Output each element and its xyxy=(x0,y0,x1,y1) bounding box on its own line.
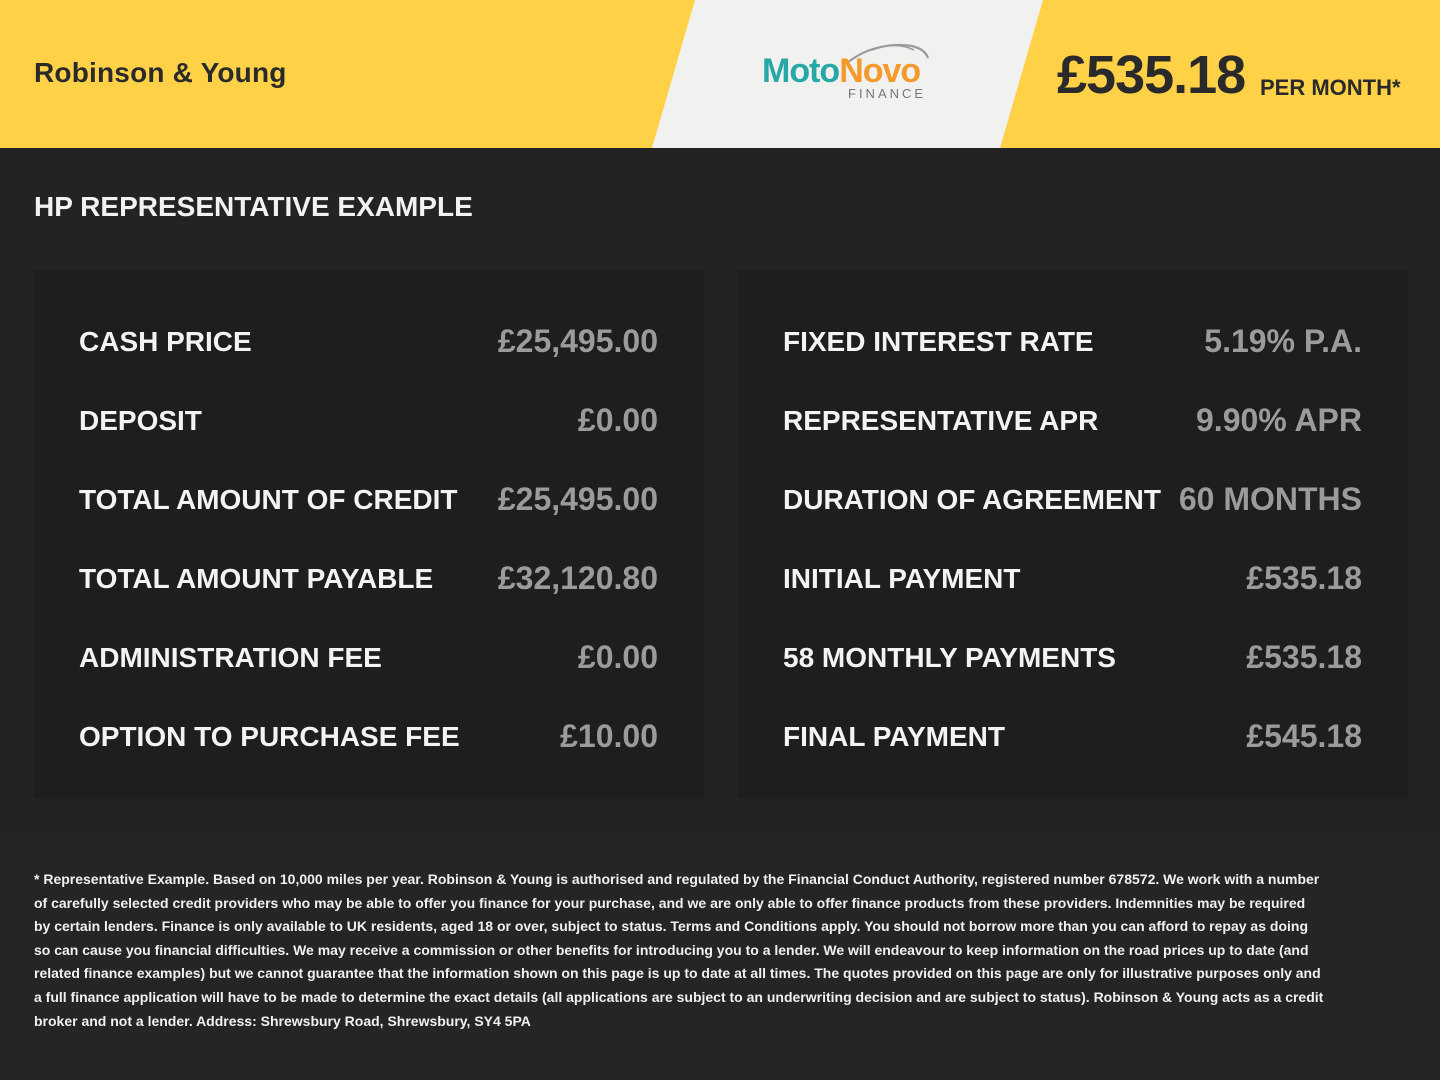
section-title: HP REPRESENTATIVE EXAMPLE xyxy=(34,191,473,222)
finance-row xyxy=(79,323,658,366)
disclaimer-text: * Representative Example. Based on 10,000 miles per year. Robinson & Young is authorised and regulated by the Financial Conduct Authority, registered number 678572. We work with a number of carefully selected credit providers who may be able to offer you finance for your purchase, and we are only able to offer finance products from these providers. Indemnities may be required by certain lenders. Finance is only available to UK residents, aged 18 or over, subject to status. Terms and Conditions apply. You should not borrow more than you can afford to repay as doing so can cause you financial difficulties. We may receive a commission or other benefits for introducing you to a lender. We will endeavour to keep information on the road prices up to date (and related finance examples) but we cannot guarantee that the information shown on this page is up to date at all times. The quotes provided on this page are only for illustrative purposes only and a full finance application will have to be made to determine the exact details (all applications are subject to an underwriting decision and are subject to status). Robinson & Young acts as a credit broker and not a lender. Address: Shrewsbury Road, Shrewsbury, SY4 5PA xyxy=(34,871,1324,1029)
finance-row xyxy=(783,718,1362,761)
row-value: 60 MONTHS xyxy=(1178,481,1362,517)
row-value: £0.00 xyxy=(577,402,658,438)
monthly-price-suffix: PER MONTH* xyxy=(1260,75,1401,100)
row-label: INITIAL PAYMENT xyxy=(783,563,1021,594)
row-value: £0.00 xyxy=(577,639,658,675)
row-label: OPTION TO PURCHASE FEE xyxy=(79,721,460,752)
finance-row xyxy=(783,481,1362,524)
row-label: DURATION OF AGREEMENT xyxy=(783,484,1161,515)
finance-row xyxy=(79,402,658,445)
monthly-price: £535.18 xyxy=(1057,45,1246,105)
header-banner xyxy=(0,0,1440,148)
row-label: FIXED INTEREST RATE xyxy=(783,326,1094,357)
row-value: £25,495.00 xyxy=(497,481,658,517)
logo-subtitle: FINANCE xyxy=(848,86,927,101)
finance-row xyxy=(783,402,1362,445)
finance-row xyxy=(79,481,658,524)
row-value: £535.18 xyxy=(1246,560,1362,596)
row-label: ADMINISTRATION FEE xyxy=(79,642,382,673)
row-value: £32,120.80 xyxy=(497,560,658,596)
row-label: DEPOSIT xyxy=(79,405,202,436)
row-label: FINAL PAYMENT xyxy=(783,721,1005,752)
row-label: TOTAL AMOUNT OF CREDIT xyxy=(79,484,458,515)
row-value: £10.00 xyxy=(560,718,658,754)
row-label: REPRESENTATIVE APR xyxy=(783,405,1099,436)
row-value: £535.18 xyxy=(1246,639,1362,675)
footer xyxy=(0,832,1440,1080)
row-label: 58 MONTHLY PAYMENTS xyxy=(783,642,1116,673)
row-label: CASH PRICE xyxy=(79,326,252,357)
row-value: 9.90% APR xyxy=(1196,402,1362,438)
finance-row xyxy=(783,560,1362,603)
finance-details-left-panel xyxy=(34,270,704,798)
row-value: 5.19% P.A. xyxy=(1204,323,1362,359)
logo-wordmark-part2: Novo xyxy=(839,52,921,90)
row-value: £25,495.00 xyxy=(497,323,658,359)
row-value: £545.18 xyxy=(1246,718,1362,754)
motonovo-finance-logo xyxy=(762,40,942,110)
finance-row xyxy=(79,718,658,761)
finance-row xyxy=(79,560,658,603)
finance-row xyxy=(79,639,658,682)
finance-details-right-panel xyxy=(738,270,1408,798)
finance-row xyxy=(783,323,1362,366)
row-label: TOTAL AMOUNT PAYABLE xyxy=(79,563,434,594)
logo-wordmark-part1: Moto xyxy=(762,52,840,90)
finance-row xyxy=(783,639,1362,682)
dealer-name: Robinson & Young xyxy=(34,57,287,88)
